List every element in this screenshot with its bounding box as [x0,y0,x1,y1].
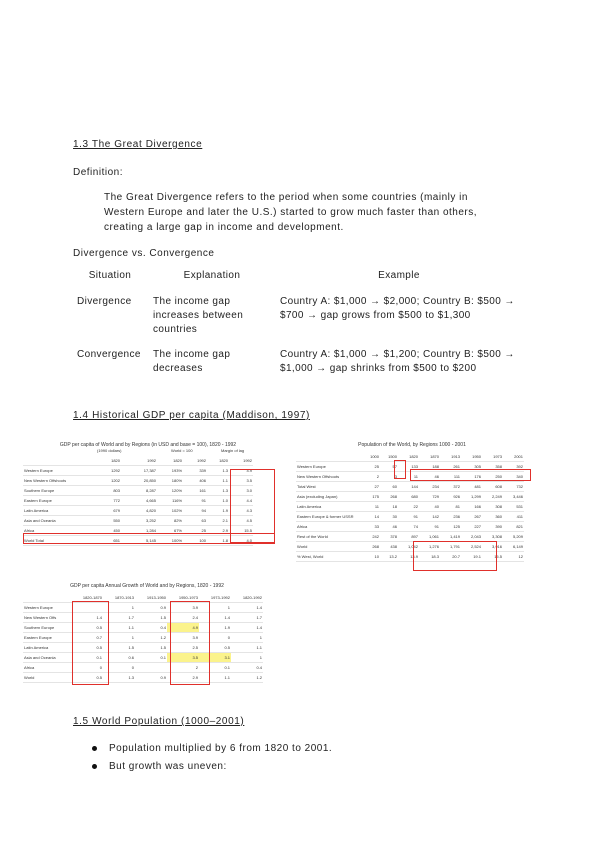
pop-row [296,532,524,542]
growth-value-cell: 1.1 [103,623,135,633]
gdp-region-cell: Eastern Europe [23,496,95,506]
pop-region-cell: Asia (excluding Japan) [296,492,362,502]
growth-table-grid [23,593,263,683]
pop-value-cell: 175 [362,492,380,502]
growth-period-header: 1820-1992 [231,593,263,603]
growth-value-cell: 1.4 [231,603,263,613]
growth-value-cell: 0.1 [135,653,167,663]
pop-value-cell: 40 [419,502,440,512]
pop-value-cell: 268 [362,542,380,552]
growth-value-cell: 1.1 [199,673,231,683]
pop-value-cell: 1,276 [419,542,440,552]
pop-year-header: 1820 [398,452,419,462]
pop-value-cell: 1,042 [398,542,419,552]
pop-value-cell: 13.9 [398,552,419,562]
pop-value-cell: 358 [482,462,503,472]
growth-row [23,603,263,613]
gdp-value-cell: 1.3 [207,486,229,496]
gdp-value-cell: 2.1 [207,516,229,526]
pop-value-cell: 15.5 [482,552,503,562]
definition-label: Definition: [73,167,123,178]
gdp-value-cell: 91 [183,496,207,506]
growth-period-header: 1820-1870 [73,593,103,603]
growth-value-cell: 1 [199,603,231,613]
pop-value-cell: 360 [482,512,503,522]
gdp-value-cell: 17,387 [121,466,157,476]
gdp-value-cell: 1202 [95,476,121,486]
growth-row [23,613,263,623]
growth-row [23,623,263,633]
growth-value-cell: 0.5 [199,643,231,653]
growth-value-cell: 1.4 [231,623,263,633]
gdp-table-title: GDP per capita of World and by Regions (in USD and base = 100), 1820 - 1992 [59,442,237,448]
pop-region-cell: Eastern Europe & former USSR [296,512,362,522]
growth-value-cell: 1.7 [103,613,135,623]
gdp-value-cell: 193% [157,466,183,476]
gdp-value-cell: 63 [183,516,207,526]
pop-value-cell: 10 [362,552,380,562]
growth-value-cell: 0.5 [73,623,103,633]
gdp-value-cell: 161 [183,486,207,496]
pop-value-cell: 142 [419,512,440,522]
gdp-group-header-1: (1990 dollars) [97,448,122,453]
gdp-value-cell: 82% [157,516,183,526]
gdp-row [23,466,253,476]
gdp-row [23,496,253,506]
gdp-world-row-highlight [23,533,275,544]
pop-value-cell: 3,916 [482,542,503,552]
population-table [296,443,528,562]
pop-value-cell: 176 [461,472,482,482]
pop-value-cell: 19.1 [461,552,482,562]
gdp-value-cell: 3,252 [121,516,157,526]
pop-region-cell: Total West [296,482,362,492]
growth-value-cell: 2.5 [167,643,199,653]
growth-value-cell: 0.9 [135,673,167,683]
growth-row [23,653,263,663]
definition-paragraph: The Great Divergence refers to the period when some countries (mainly in Western Europe and later the U.S.) started to grow much faster than others, creating a large gap in income and development. [104,192,478,233]
gdp-value-cell: 8,287 [121,486,157,496]
pop-value-cell: 261 [440,462,461,472]
pop-value-cell: 390 [482,522,503,532]
pop-value-cell: 2,249 [482,492,503,502]
pop-value-cell: 250 [482,472,503,482]
gdp-year-header: 1820 [95,456,121,466]
pop-value-cell: 33 [362,522,380,532]
gdp-value-cell: 3.0 [229,486,253,496]
pop-value-cell: 481 [461,482,482,492]
population-bullet-list [109,743,332,779]
gdp-year-header: 1820 [157,456,183,466]
pop-value-cell: 18 [380,502,398,512]
pop-value-cell: 91 [419,522,440,532]
growth-value-cell: 2.4 [167,613,199,623]
growth-value-cell: 1.4 [199,613,231,623]
pop-row [296,492,524,502]
gdp-value-cell: 2.9 [207,526,229,536]
gdp-highlight-box [230,469,275,543]
pop-value-cell: 234 [419,482,440,492]
growth-row [23,663,263,673]
gdp-value-cell: 450 [95,526,121,536]
pop-value-cell: 438 [380,542,398,552]
growth-value-cell: 3.1 [199,653,231,663]
gdp-region-cell: Asia and Oceania [23,516,95,526]
gdp-value-cell: 679 [95,506,121,516]
gdp-value-cell: 772 [95,496,121,506]
gdp-value-cell: 4.3 [229,506,253,516]
gdp-value-cell: 3.5 [229,476,253,486]
pop-region-cell: World [296,542,362,552]
growth-value-cell: 0.7 [73,633,103,643]
header-situation: Situation [88,270,132,281]
section-heading-1-5: 1.5 World Population (1000–2001) [73,716,245,727]
pop-region-cell: Rest of the World [296,532,362,542]
growth-value-cell: 0.4 [231,663,263,673]
pop-value-cell: 188 [419,462,440,472]
gdp-value-cell: 100% [157,536,183,546]
gdp-value-cell: 120% [157,486,183,496]
gdp-value-cell: 4,820 [121,506,157,516]
pop-row [296,522,524,532]
section-heading-1-3: 1.3 The Great Divergence [73,139,203,150]
gdp-value-cell: 1.9 [207,506,229,516]
gdp-year-header-row [23,456,253,466]
gdp-value-cell: 1,284 [121,526,157,536]
gdp-value-cell: 406 [183,476,207,486]
pop-row [296,482,524,492]
divergence-vs-convergence-label: Divergence vs. Convergence [73,248,215,259]
growth-value-cell: 2.9 [167,673,199,683]
gdp-region-cell: World Total [23,536,95,546]
pop-row [296,512,524,522]
growth-value-cell: 1.2 [231,673,263,683]
growth-value-cell: 3.5 [167,653,199,663]
gdp-year-header: 1820 [207,456,229,466]
growth-value-cell: 0 [199,633,231,643]
growth-header-row [23,593,263,603]
bullet-dot-icon [92,746,97,751]
gdp-year-header: 1992 [121,456,157,466]
gdp-region-cell: New Western Offshoots [23,476,95,486]
gdp-growth-table [23,584,271,683]
growth-period-header: 1973-1992 [199,593,231,603]
growth-value-cell: 1.9 [199,623,231,633]
growth-region-cell: Southern Europe [23,623,73,633]
pop-value-cell: 392 [503,462,524,472]
pop-value-cell: 378 [380,532,398,542]
pop-year-header: 2001 [503,452,524,462]
pop-value-cell: 74 [398,522,419,532]
growth-period-header: 1950-1973 [167,593,199,603]
gdp-value-cell: 5,145 [121,536,157,546]
growth-value-cell: 2 [167,663,199,673]
growth-value-cell: 1.4 [73,613,103,623]
growth-row [23,643,263,653]
gdp-per-capita-table [23,443,273,546]
gdp-region-cell: Southern Europe [23,486,95,496]
pop-highlight-box [413,541,497,571]
pop-region-cell: Western Europe [296,462,362,472]
gdp-region-cell: Africa [23,526,95,536]
pop-value-cell: 680 [398,492,419,502]
growth-value-cell: 1.1 [231,643,263,653]
pop-value-cell: 531 [503,502,524,512]
gdp-value-cell: 550 [95,516,121,526]
growth-value-cell: 4.9 [167,623,199,633]
pop-highlight-box [394,460,406,479]
growth-period-header: 1870-1913 [103,593,135,603]
growth-region-cell: Eastern Europe [23,633,73,643]
growth-value-cell: 1.5 [135,643,167,653]
pop-value-cell: 91 [398,512,419,522]
row-convergence-explanation: The income gap decreases [153,349,231,374]
pop-value-cell: 11 [398,472,419,482]
row-divergence-explanation: The income gap increases between countries [153,296,244,335]
gdp-value-cell: 1.8 [207,536,229,546]
gdp-value-cell: 803 [95,486,121,496]
pop-value-cell: 268 [380,492,398,502]
gdp-group-header-3: Margin of lag [221,448,245,453]
pop-year-header: 1500 [380,452,398,462]
pop-value-cell: 11 [362,502,380,512]
pop-value-cell: 305 [461,462,482,472]
gdp-value-cell: 67% [157,526,183,536]
growth-region-cell: World [23,673,73,683]
gdp-value-cell: 1.0 [207,496,229,506]
pop-value-cell: 3,308 [482,532,503,542]
pop-value-cell: 3,446 [503,492,524,502]
growth-value-cell: 0.6 [103,653,135,663]
gdp-value-cell: 4.9 [229,466,253,476]
gdp-value-cell: 15.5 [229,526,253,536]
pop-year-header: 1870 [419,452,440,462]
pop-region-cell: New Western Offshoots [296,472,362,482]
growth-region-cell: New Western Offs [23,613,73,623]
growth-value-cell [135,663,167,673]
gdp-value-cell: 100 [183,536,207,546]
pop-value-cell: 125 [440,522,461,532]
row-divergence-example: Country A: $1,000 → $2,000; Country B: $500 → $700 → gap grows from $500 to $1,300 [280,296,515,321]
pop-value-cell: 340 [503,472,524,482]
growth-region-cell: Africa [23,663,73,673]
row-convergence-situation: Convergence [77,349,141,360]
growth-row [23,633,263,643]
pop-year-header: 1913 [440,452,461,462]
gdp-value-cell: 94 [183,506,207,516]
pop-value-cell: 729 [419,492,440,502]
gdp-row [23,476,253,486]
row-divergence-situation: Divergence [77,296,132,307]
pop-value-cell: 6,149 [503,542,524,552]
pop-value-cell: 27 [362,482,380,492]
pop-value-cell: 13.2 [380,552,398,562]
growth-value-cell: 1.5 [135,613,167,623]
growth-region-cell: Western Europe [23,603,73,613]
pop-value-cell: 22 [398,502,419,512]
pop-year-header: 1000 [362,452,380,462]
gdp-value-cell: 4.4 [229,496,253,506]
pop-value-cell: 1,299 [461,492,482,502]
gdp-value-cell: 1292 [95,466,121,476]
growth-table-title: GDP per capita Annual Growth of World and by Regions, 1820 - 1992 [70,583,224,589]
pop-value-cell: 3 [380,472,398,482]
gdp-value-cell: 180% [157,476,183,486]
pop-value-cell: 46 [380,522,398,532]
growth-value-cell: 1 [103,603,135,613]
growth-value-cell: 3.9 [167,603,199,613]
pop-value-cell: 14 [362,512,380,522]
growth-value-cell: 1 [103,633,135,643]
pop-value-cell: 242 [362,532,380,542]
pop-value-cell: 133 [398,462,419,472]
growth-value-cell: 0.5 [73,643,103,653]
pop-region-cell: % West, World [296,552,362,562]
growth-value-cell: 0.1 [73,653,103,663]
growth-value-cell: 1.5 [103,643,135,653]
gdp-value-cell: 25 [183,526,207,536]
pop-value-cell: 1,061 [419,532,440,542]
pop-value-cell: 144 [398,482,419,492]
growth-period-header: 1913-1950 [135,593,167,603]
gdp-value-cell: 651 [95,536,121,546]
pop-highlight-box [410,469,531,481]
pop-value-cell: 2,043 [461,532,482,542]
row-convergence-example: Country A: $1,000 → $1,200; Country B: $500 → $1,000 → gap shrinks from $500 to $200 [280,349,515,374]
growth-value-cell: 1.2 [135,633,167,643]
pop-value-cell: 227 [461,522,482,532]
population-table-title: Population of the World, by Regions 1000 - 2001 [358,442,466,448]
gdp-group-header-2: World = 100 [171,448,193,453]
gdp-value-cell: 20,850 [121,476,157,486]
gdp-year-header: 1992 [229,456,253,466]
growth-value-cell: 0 [73,663,103,673]
gdp-row [23,486,253,496]
growth-value-cell: 0.9 [135,603,167,613]
pop-value-cell: 608 [482,482,503,492]
pop-value-cell: 18.3 [419,552,440,562]
gdp-value-cell: 4.0 [229,536,253,546]
pop-value-cell: 372 [440,482,461,492]
gdp-value-cell: 1.1 [207,476,229,486]
growth-region-cell: Asia and Oceania [23,653,73,663]
gdp-value-cell: 4,665 [121,496,157,506]
bullet-item: But growth was uneven: [109,761,332,779]
pop-value-cell: 926 [440,492,461,502]
bullet-item: Population multiplied by 6 from 1820 to 2001. [109,743,332,761]
growth-value-cell: 0.5 [73,673,103,683]
pop-value-cell: 1,419 [440,532,461,542]
bullet-dot-icon [92,764,97,769]
pop-value-cell: 236 [440,512,461,522]
gdp-value-cell: 339 [183,466,207,476]
pop-value-cell: 81 [440,502,461,512]
pop-value-cell: 60 [380,482,398,492]
growth-value-cell: 0.4 [135,623,167,633]
gdp-value-cell: 4.5 [229,516,253,526]
population-year-header-row [296,452,524,462]
gdp-row [23,516,253,526]
pop-value-cell: 2,524 [461,542,482,552]
growth-value-cell: 0.1 [199,663,231,673]
pop-value-cell: 166 [461,502,482,512]
pop-value-cell: 897 [398,532,419,542]
pop-value-cell: 12 [503,552,524,562]
pop-year-header: 1950 [461,452,482,462]
gdp-region-cell: Western Europe [23,466,95,476]
gdp-value-cell: 116% [157,496,183,506]
pop-year-header: 1973 [482,452,503,462]
pop-value-cell: 821 [503,522,524,532]
pop-value-cell: 111 [440,472,461,482]
pop-value-cell: 20.7 [440,552,461,562]
growth-value-cell: 1 [231,653,263,663]
pop-value-cell: 267 [461,512,482,522]
pop-region-cell: Latin America [296,502,362,512]
pop-value-cell: 57 [380,462,398,472]
growth-value-cell: 1.7 [231,613,263,623]
gdp-row [23,506,253,516]
growth-value-cell: 1.3 [103,673,135,683]
pop-value-cell: 732 [503,482,524,492]
pop-value-cell: 46 [419,472,440,482]
gdp-region-cell: Latin America [23,506,95,516]
growth-value-cell: 1 [231,633,263,643]
pop-value-cell: 411 [503,512,524,522]
pop-value-cell: 25 [362,462,380,472]
growth-region-cell: Latin America [23,643,73,653]
header-explanation: Explanation [183,270,241,281]
pop-value-cell: 5,209 [503,532,524,542]
gdp-value-cell: 102% [157,506,183,516]
growth-value-cell: 0 [103,663,135,673]
pop-region-cell: Africa [296,522,362,532]
gdp-value-cell: 1.3 [207,466,229,476]
pop-value-cell: 30 [380,512,398,522]
pop-value-cell: 308 [482,502,503,512]
growth-value-cell: 3.9 [167,633,199,643]
pop-value-cell: 1,791 [440,542,461,552]
gdp-year-header: 1992 [183,456,207,466]
growth-highlight-box [170,601,210,685]
header-example: Example [378,270,420,281]
section-heading-1-4: 1.4 Historical GDP per capita (Maddison, 1997) [73,410,310,421]
growth-highlight-box [72,601,109,685]
growth-row [23,673,263,683]
pop-value-cell: 2 [362,472,380,482]
pop-row [296,502,524,512]
